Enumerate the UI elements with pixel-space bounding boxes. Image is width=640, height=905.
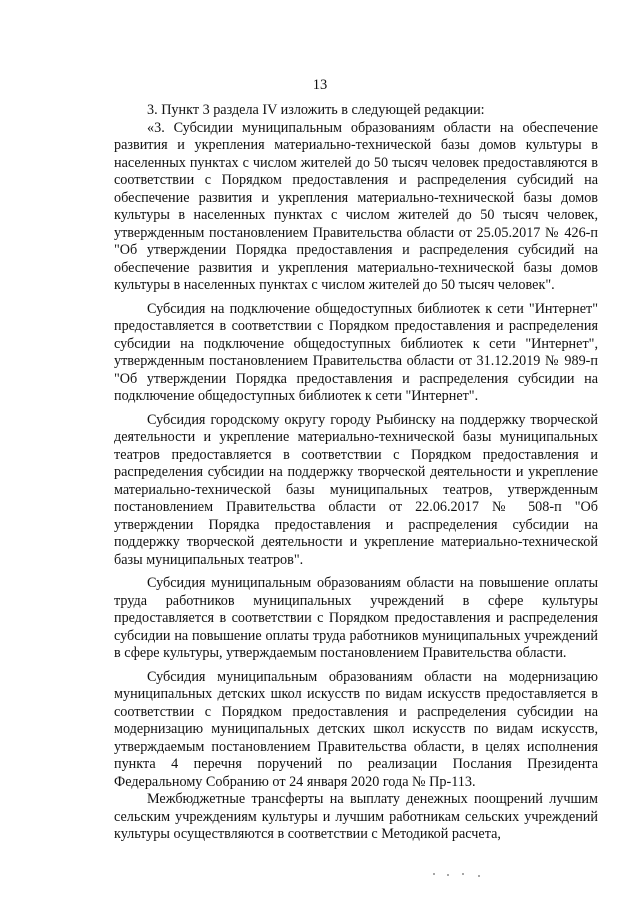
paragraph-rural-culture-transfers: Межбюджетные трансферты на выплату денежных поощрений лучшим сельским учреждениям культуры и лучшим работникам сельских учреждений культуры осуществляются в соответствии с Методикой расчета, (114, 791, 598, 842)
paragraph-amendment-intro: 3. Пункт 3 раздела IV изложить в следующей редакции: (147, 102, 485, 118)
document-body (114, 102, 598, 844)
paragraph-culture-houses-subsidy: «3. Субсидии муниципальным образованиям области на обеспечение развития и укрепления материально-технической базы домов культуры в населенных пунктах с числом жителей до 50 тысяч человек предоставляются в соответствии с Порядком предоставления и распределения субсидий на обеспечение развития и укрепления материально-технической базы домов культуры в населенных пунктах с числом жителей до 50 тысяч человек, утвержденным постановлением Правительства области от 25.05.2017 № 426-п "Об утверждении Порядка предоставления и распределения субсидий на обеспечение развития и укрепления материально-технической базы домов культуры в населенных пунктах с числом жителей до 50 тысяч человек". (114, 119, 598, 293)
scan-speck (447, 874, 449, 876)
paragraph-salary-increase-subsidy: Субсидия муниципальным образованиям области на повышение оплаты труда работников муниципальных учреждений в сфере культуры предоставляется в соответствии с Порядком предоставления и распределения субсидии на повышение оплаты труда работников муниципальных учреждений в сфере культуры, утверждаемым постановлением Правительства области. (114, 575, 598, 661)
page-number: 13 (312, 77, 328, 93)
paragraph-rybinsk-theatres-subsidy: Субсидия городскому округу городу Рыбинску на поддержку творческой деятельности и укрепление материально-технической базы муниципальных театров предоставляется в соответствии с Порядком предоставления и распределения субсидии на поддержку творческой деятельности и укрепление материально-технической базы муниципальных театров, утвержденным постановлением Правительства области от 22.06.2017 № 508-п "Об утверждении Порядка предоставления и распределения субсидии на поддержку творческой деятельности и укрепление материально-технической базы муниципальных театров". (114, 411, 598, 568)
paragraph-libraries-internet-subsidy: Субсидия на подключение общедоступных библиотек к сети "Интернет" предоставляется в соответствии с Порядком предоставления и распределения субсидии на подключение общедоступных библиотек к сети "Интернет", утвержденным постановлением Правительства области от 31.12.2019 № 989-п "Об утверждении Порядка предоставления и распределения субсидии на подключение общедоступных библиотек к сети "Интернет". (114, 300, 598, 404)
scan-speck (478, 875, 480, 877)
scan-speck (433, 873, 435, 875)
paragraph-art-schools-modernization-subsidy: Субсидия муниципальным образованиям области на модернизацию муниципальных детских школ искусств по видам искусств предоставляется в соответствии с Порядком предоставления и распределения субсидии на модернизацию муниципальных детских школ искусств по видам искусств, утверждаемым постановлением Правительства области, в целях исполнения пункта 4 перечня поручений по реализации Послания Президента Федеральному Собранию от 24 января 2020 года № Пр-113. (114, 668, 598, 790)
scan-speck (462, 873, 464, 875)
